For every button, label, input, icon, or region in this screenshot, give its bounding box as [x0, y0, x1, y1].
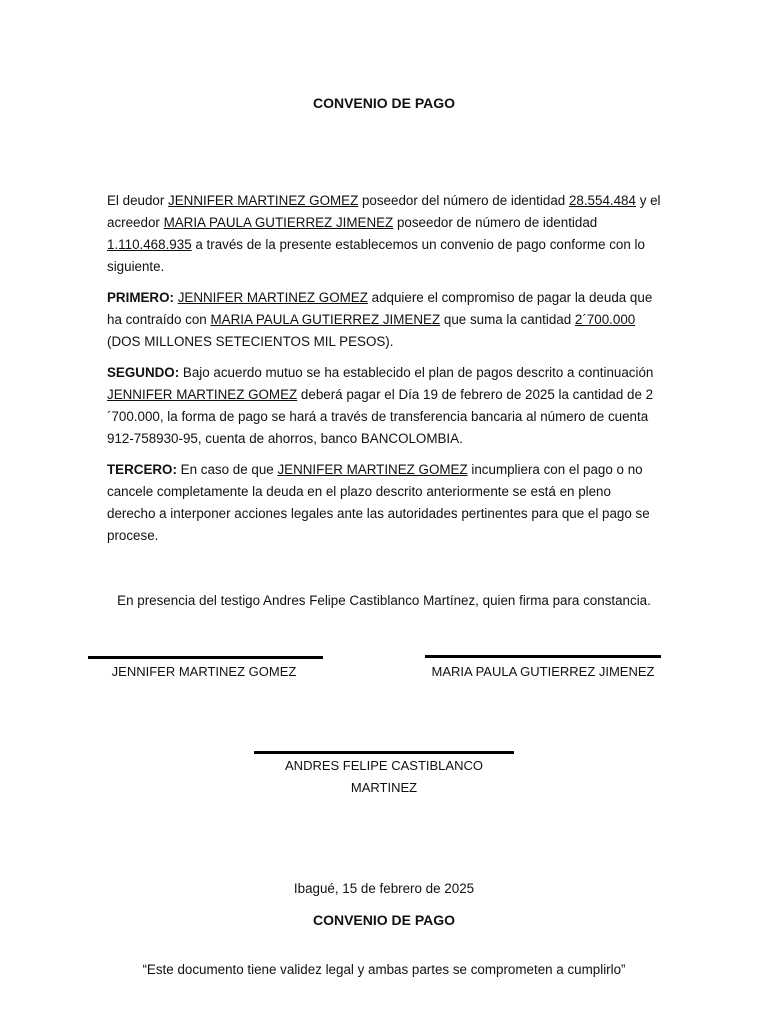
debtor-signature-line	[88, 656, 323, 659]
debtor-name: JENNIFER MARTINEZ GOMEZ	[168, 193, 359, 208]
segundo-text-1: Bajo acuerdo mutuo se ha establecido el plan de pagos descrito a continuación	[179, 365, 654, 380]
witness-statement: En presencia del testigo Andres Felipe Castiblanco Martínez, quien firma para constancia.	[117, 593, 651, 608]
primero-amount: 2´700.000	[574, 312, 636, 327]
closing-quote: “Este documento tiene validez legal y ambas partes se comprometen a cumplirlo”	[142, 962, 626, 977]
intro-text-3: y el acreedor	[107, 193, 661, 230]
place-date: Ibagué, 15 de febrero de 2025	[293, 881, 475, 896]
primero-creditor: MARIA PAULA GUTIERREZ JIMENEZ	[210, 312, 441, 327]
document-title: CONVENIO DE PAGO	[312, 95, 456, 111]
segundo-debtor: JENNIFER MARTINEZ GOMEZ	[107, 387, 298, 402]
tercero-text-1: En caso de que	[176, 462, 278, 477]
intro-text-2: poseedor del número de identidad	[358, 193, 569, 208]
footer-title: CONVENIO DE PAGO	[312, 912, 456, 928]
segundo-text-2: deberá pagar el Día 19 de febrero de 2025 la cantidad de 2´700.000, la forma de pago se hará a través de transferencia bancaria al número de cuenta 912-758930-95, cuenta de ahorros, banco BANCOLOMBIA.	[107, 387, 654, 446]
witness-signature-line	[254, 751, 514, 754]
creditor-id: 1.110.468.935	[107, 237, 192, 252]
witness-signature-name: ANDRES FELIPE CASTIBLANCO MARTINEZ	[285, 758, 483, 795]
tercero-debtor: JENNIFER MARTINEZ GOMEZ	[277, 462, 468, 477]
intro-text-1: El deudor	[107, 193, 169, 208]
primero-text-2: adquiere el compromiso de pagar la deuda que ha contraído con	[107, 290, 653, 327]
primero-text-4: (DOS MILLONES SETECIENTOS MIL PESOS).	[107, 334, 394, 349]
debtor-signature-name: JENNIFER MARTINEZ GOMEZ	[111, 664, 297, 679]
clause-tercero	[107, 459, 663, 547]
clause-segundo-lead: SEGUNDO:	[107, 365, 180, 380]
creditor-signature-name: MARIA PAULA GUTIERREZ JIMENEZ	[431, 664, 655, 679]
intro-text-4: poseedor de número de identidad	[393, 215, 598, 230]
intro-paragraph	[107, 190, 663, 278]
clause-segundo	[107, 362, 663, 450]
primero-debtor: JENNIFER MARTINEZ GOMEZ	[177, 290, 368, 305]
debtor-id: 28.554.484	[568, 193, 636, 208]
clause-primero-lead: PRIMERO:	[107, 290, 174, 305]
creditor-name: MARIA PAULA GUTIERREZ JIMENEZ	[163, 215, 394, 230]
clause-tercero-lead: TERCERO:	[107, 462, 177, 477]
tercero-text-2: incumpliera con el pago o no cancele completamente la deuda en el plazo descrito anteriormente se está en pleno derecho a interponer acciones legales ante las autoridades pertinentes para que el pago se procese.	[107, 462, 650, 543]
intro-text-5: a través de la presente establecemos un convenio de pago conforme con lo siguiente.	[107, 237, 645, 274]
primero-text-3: que suma la cantidad	[440, 312, 575, 327]
agreement-body	[107, 190, 663, 556]
clause-primero	[107, 287, 663, 353]
creditor-signature-line	[425, 655, 661, 658]
